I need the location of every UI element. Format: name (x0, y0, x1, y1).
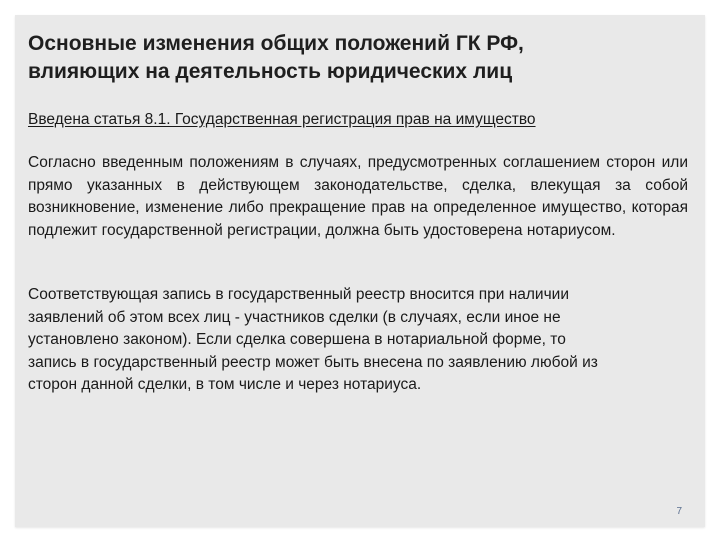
paragraph-2-line-3: установлено законом). Если сделка совершена в нотариальной форме, то (28, 331, 566, 348)
page-number: 7 (676, 506, 682, 517)
slide-title-line-2: влияющих на деятельность юридических лиц (28, 60, 513, 83)
paragraph-2-line-1: Соответствующая запись в государственный реестр вносится при наличии (28, 286, 569, 303)
paragraph-2-line-5: сторон данной сделки, в том числе и через нотариуса. (28, 376, 422, 393)
slide-panel (15, 15, 705, 527)
slide-title-line-1: Основные изменения общих положений ГК РФ, (28, 32, 524, 55)
paragraph-registry-entry (28, 284, 668, 397)
slide-title (28, 30, 668, 86)
paragraph-2-line-4: запись в государственный реестр может быть внесена по заявлению любой из (28, 353, 598, 371)
paragraph-notarization: Согласно введенным положениям в случаях, предусмотренных соглашением сторон или прямо указанных в действующем законодательстве, сделка, влекущая за собой возникновение, изменение либо прекращение прав на определенное имущество, которая подлежит государственной регистрации, должна быть удостоверена нотариусом. (28, 154, 688, 239)
paragraph-2-line-2: заявлений об этом всех лиц - участников сделки (в случаях, если иное не (28, 308, 561, 326)
article-subtitle: Введена статья 8.1. Государственная регистрация прав на имущество (28, 111, 536, 128)
